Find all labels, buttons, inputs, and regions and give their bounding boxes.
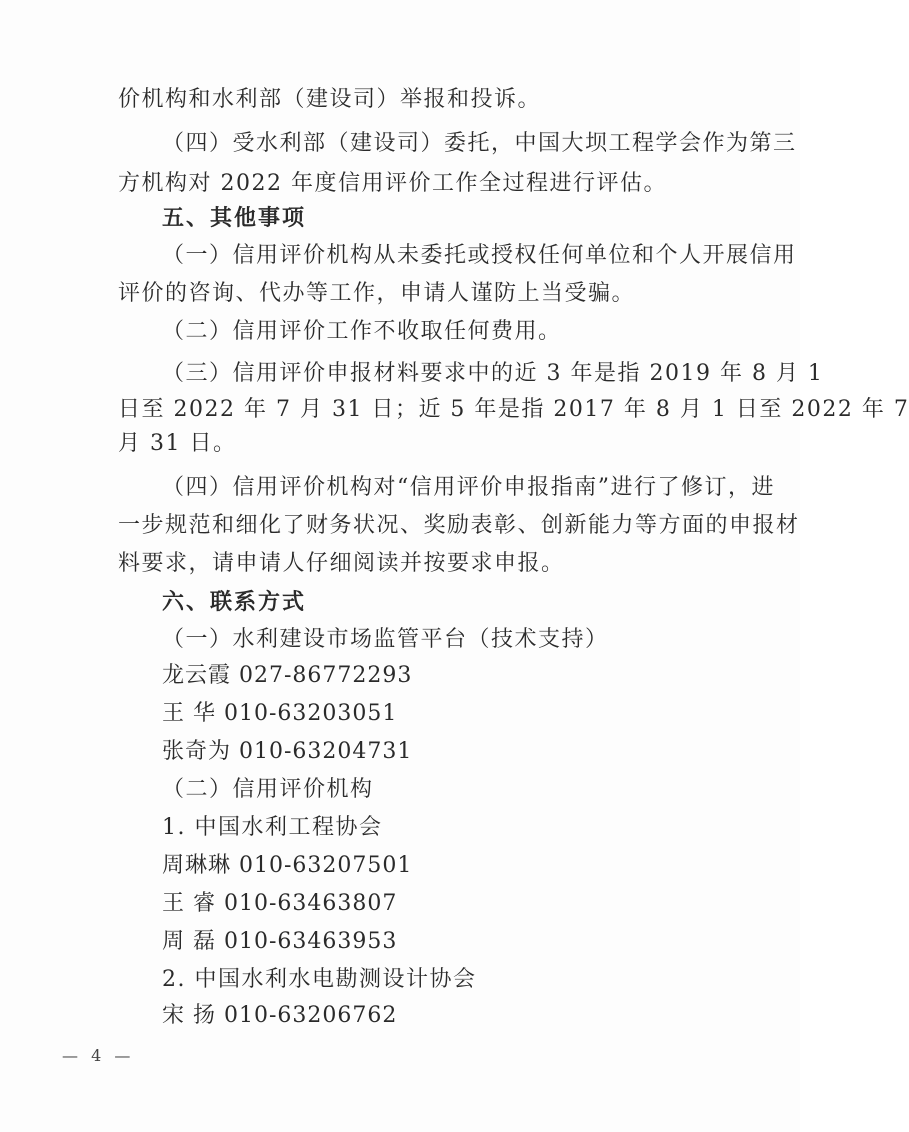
paragraph-line: 价机构和水利部（建设司）举报和投诉。 bbox=[118, 87, 542, 112]
organization-line: 1. 中国水利工程协会 bbox=[162, 815, 383, 840]
paragraph-line: （四）信用评价机构对“信用评价申报指南”进行了修订，进 bbox=[162, 475, 775, 500]
paragraph-line: 日至 2022 年 7 月 31 日；近 5 年是指 2017 年 8 月 1 日至 2022 年 7 bbox=[118, 397, 909, 422]
contact-line: 周琳琳 010-63207501 bbox=[162, 853, 413, 878]
paragraph-line: （二）信用评价工作不收取任何费用。 bbox=[162, 319, 562, 344]
paragraph-line: 评价的咨询、代办等工作，申请人谨防上当受骗。 bbox=[118, 281, 636, 306]
organization-line: 2. 中国水利水电勘测设计协会 bbox=[162, 967, 477, 992]
paragraph-line: 月 31 日。 bbox=[118, 431, 237, 456]
contact-line: 张奇为 010-63204731 bbox=[162, 739, 413, 764]
paragraph-line: 料要求，请申请人仔细阅读并按要求申报。 bbox=[118, 551, 565, 576]
paragraph-line: （三）信用评价申报材料要求中的近 3 年是指 2019 年 8 月 1 bbox=[162, 361, 824, 386]
contact-line: 周 磊 010-63463953 bbox=[162, 929, 398, 954]
section-heading: 五、其他事项 bbox=[162, 205, 307, 231]
paragraph-line: 方机构对 2022 年度信用评价工作全过程进行评估。 bbox=[118, 171, 667, 196]
contact-line: 王 华 010-63203051 bbox=[162, 701, 398, 726]
contact-line: 王 睿 010-63463807 bbox=[162, 891, 398, 916]
subsection-line: （一）水利建设市场监管平台（技术支持） bbox=[162, 627, 609, 652]
paragraph-line: 一步规范和细化了财务状况、奖励表彰、创新能力等方面的申报材 bbox=[118, 513, 800, 538]
section-heading: 六、联系方式 bbox=[162, 589, 307, 615]
paragraph-line: （四）受水利部（建设司）委托，中国大坝工程学会作为第三 bbox=[162, 131, 797, 156]
subsection-line: （二）信用评价机构 bbox=[162, 777, 374, 802]
contact-line: 宋 扬 010-63206762 bbox=[162, 1003, 398, 1028]
page-number: — 4 — bbox=[62, 1046, 135, 1065]
contact-line: 龙云霞 027-86772293 bbox=[162, 663, 413, 688]
paragraph-line: （一）信用评价机构从未委托或授权任何单位和个人开展信用 bbox=[162, 243, 797, 268]
